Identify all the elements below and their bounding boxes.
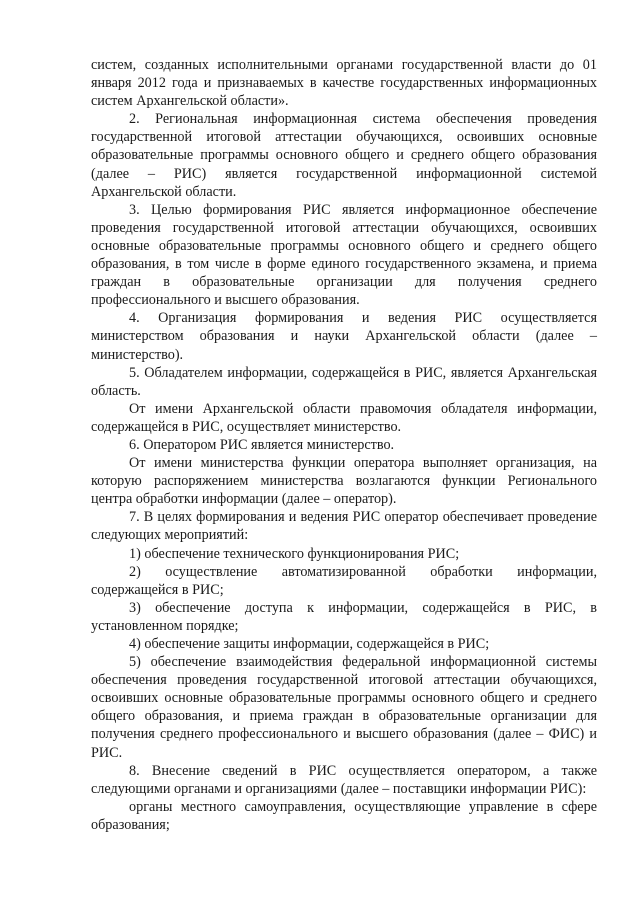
paragraph-5-owner: 5. Обладателем информации, содержащейся в РИС, является Архангельская область. xyxy=(91,364,597,399)
paragraph-8-data-entry: 8. Внесение сведений в РИС осуществляется оператором, а также следующими органами и организациями (далее – поставщики информации РИС): xyxy=(91,762,597,797)
paragraph-2-ris-definition: 2. Региональная информационная система обеспечения проведения государственной итоговой аттестации обучающихся, освоивших основные образовательные программы основного общего и среднего общего образования (далее – РИС) является государственной информационной системой Архангельской области. xyxy=(91,111,597,200)
paragraph-8-local-authorities: органы местного самоуправления, осуществляющие управление в сфере образования; xyxy=(91,798,597,833)
paragraph-3-ris-goal: 3. Целью формирования РИС является информационное обеспечение проведения государственной итоговой аттестации обучающихся, освоивших основные образовательные программы основного общего и среднего общего образования, в том числе в форме единого государственного экзамена, и приема граждан в образовательные организации для получения среднего профессионального и высшего образования. xyxy=(91,201,597,309)
document-page xyxy=(91,56,597,834)
paragraph-6-operator: 6. Оператором РИС является министерство. xyxy=(129,436,395,453)
list-item-4: 4) обеспечение защиты информации, содержащейся в РИС; xyxy=(129,636,490,652)
paragraph-6-operator-functions: От имени министерства функции оператора выполняет организация, на которую распоряжением министерства возлагаются функции Регионального центра обработки информации (далее – оператор). xyxy=(91,455,597,508)
paragraph-continuation: систем, созданных исполнительными органами государственной власти до 01 января 2012 года и признаваемых в качестве государственных информационных систем Архангельской области». xyxy=(91,57,597,110)
list-item-5: 5) обеспечение взаимодействия федеральной информационной системы обеспечения проведения государственной итоговой аттестации обучающихся, освоивших основные образовательные программы основного общего и среднего общего образования, и приема граждан в образовательные организации для получения среднего профессионального и высшего образования (далее – ФИС) и РИС. xyxy=(91,654,597,761)
paragraph-7-measures: 7. В целях формирования и ведения РИС оператор обеспечивает проведение следующих мероприятий: xyxy=(91,509,597,544)
list-item-1: 1) обеспечение технического функционирования РИС; xyxy=(129,545,460,562)
list-item-3: 3) обеспечение доступа к информации, содержащейся в РИС, в установленном порядке; xyxy=(91,599,597,634)
paragraph-5-owner-rights: От имени Архангельской области правомочия обладателя информации, содержащейся в РИС, осуществляет министерство. xyxy=(91,400,597,435)
paragraph-4-organization: 4. Организация формирования и ведения РИС осуществляется министерством образования и науки Архангельской области (далее – министерство). xyxy=(91,310,597,363)
list-item-2: 2) осуществление автоматизированной обработки информации, содержащейся в РИС; xyxy=(91,563,597,598)
